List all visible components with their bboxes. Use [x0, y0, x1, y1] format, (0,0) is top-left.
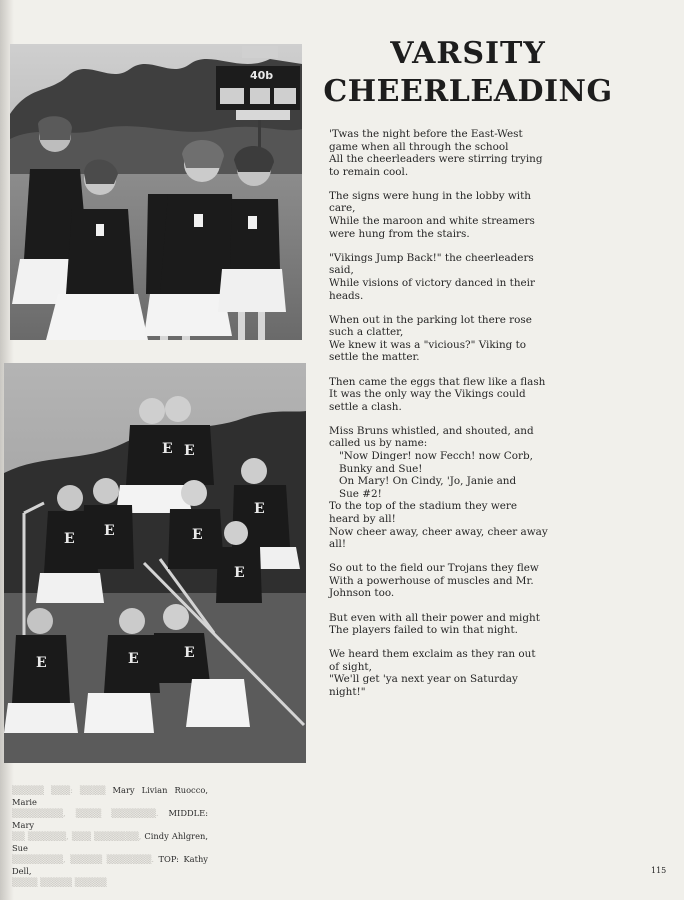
svg-text:E: E: [234, 565, 245, 581]
poem-line: "We'll get 'ya next year on Saturday: [329, 673, 518, 686]
caption-text: Mary Livian Ruocco, Marie: [12, 785, 208, 807]
poem-line: game when all through the school: [329, 140, 509, 153]
poem-line: said,: [329, 264, 354, 277]
svg-text:E: E: [64, 531, 75, 547]
svg-text:E: E: [162, 441, 173, 457]
poem-line: But even with all their power and might: [329, 611, 540, 624]
caption-line: ▒▒▒▒ ▒▒▒▒▒ ▒▒▒▒▒: [12, 877, 107, 887]
poem-line: "Vikings Jump Back!" the cheerleaders: [329, 251, 534, 264]
svg-text:E: E: [184, 443, 195, 459]
poem-stanza: [329, 314, 534, 364]
poem-line: heard by all!: [329, 512, 396, 525]
poem-line: On Mary! On Cindy, 'Jo, Janie and: [339, 475, 517, 488]
poem-line: All the cheerleaders were stirring trying: [329, 153, 543, 166]
poem-line: such a clatter,: [329, 326, 404, 339]
poem-line: 'Twas the night before the East-West: [329, 128, 523, 140]
poem-stanza: [329, 190, 534, 240]
photo-caption: [12, 785, 208, 889]
poem-line: settle a clash.: [329, 400, 402, 413]
poem-line: were hung from the stairs.: [329, 227, 470, 240]
poem-stanza: [329, 424, 548, 551]
svg-text:E: E: [184, 645, 195, 661]
poem-line: settle the matter.: [329, 351, 420, 364]
poem-line: Bunky and Sue!: [339, 462, 423, 475]
poem-line: night!": [329, 685, 366, 698]
poem-line: called us by name:: [329, 437, 428, 450]
poem-line: Johnson too.: [329, 587, 395, 600]
svg-text:E: E: [128, 651, 139, 667]
svg-text:E: E: [254, 501, 265, 517]
poem-line: of sight,: [329, 660, 372, 673]
scoreboard-number: 40b: [250, 69, 274, 82]
photo-cheerleaders-cheering: [10, 44, 302, 340]
page-title-line-1: VARSITY: [390, 36, 546, 71]
poem-line: Then came the eggs that flew like a flash: [329, 375, 546, 388]
poem-line: With a powerhouse of muscles and Mr.: [329, 574, 534, 587]
page-number: 115: [651, 866, 667, 875]
svg-text:E: E: [192, 527, 203, 543]
poem-line: To the top of the stadium they were: [329, 500, 517, 513]
caption-text: Cindy Ahlgren, Sue: [12, 831, 208, 853]
poem: [329, 128, 548, 710]
photo-bottom-image: [4, 363, 306, 763]
poem-line: While visions of victory danced in their: [329, 276, 535, 289]
poem-stanza: [329, 611, 540, 637]
poem-stanza: [329, 252, 534, 302]
caption-line: ▒▒▒▒▒▒▒▒, ▒▒▒▒ ▒▒▒▒▒▒▒. MIDDLE: Mary: [12, 808, 208, 830]
poem-line: We heard them exclaim as they ran out: [329, 648, 536, 661]
poem-line: We knew it was a "vicious?" Viking to: [329, 338, 527, 351]
photo-top-image: [10, 44, 302, 340]
caption-line: ▒▒▒▒▒▒▒▒, ▒▒▒▒▒ ▒▒▒▒▒▒▒. TOP: Kathy Dell,: [12, 854, 208, 876]
caption-line: ▒▒▒▒▒ ▒▒▒: ▒▒▒▒ Mary Livian Ruocco, Marie: [12, 785, 208, 807]
poem-stanza: [329, 128, 543, 178]
poem-line: Sue #2!: [339, 487, 382, 500]
poem-line: Now cheer away, cheer away, cheer away: [329, 525, 548, 538]
svg-text:E: E: [104, 523, 115, 539]
poem-line: The signs were hung in the lobby with: [329, 189, 531, 202]
caption-text: TOP: Kathy Dell,: [12, 854, 208, 876]
photo-cheerleaders-group: [4, 363, 306, 763]
poem-line: heads.: [329, 289, 364, 302]
poem-line: So out to the field our Trojans they flew: [329, 562, 539, 575]
poem-line: all!: [329, 538, 347, 551]
caption-text: MIDDLE: Mary: [12, 808, 208, 830]
poem-line: to remain cool.: [329, 165, 409, 178]
poem-line: It was the only way the Vikings could: [329, 388, 526, 401]
poem-line: care,: [329, 202, 356, 215]
poem-stanza: [329, 648, 534, 698]
svg-text:E: E: [36, 655, 47, 671]
poem-line: "Now Dinger! now Fecch! now Corb,: [339, 449, 533, 462]
poem-line: The players failed to win that night.: [329, 624, 518, 637]
poem-stanza: [329, 562, 539, 600]
page-title-line-2: CHEERLEADING: [323, 74, 613, 109]
poem-line: Miss Bruns whistled, and shouted, and: [329, 424, 534, 437]
poem-stanza: [329, 375, 546, 414]
caption-line: ▒▒ ▒▒▒▒▒▒, ▒▒▒ ▒▒▒▒▒▒▒, Cindy Ahlgren, Sue: [12, 831, 208, 853]
poem-line: When out in the parking lot there rose: [329, 313, 532, 326]
poem-line: While the maroon and white streamers: [329, 215, 535, 228]
